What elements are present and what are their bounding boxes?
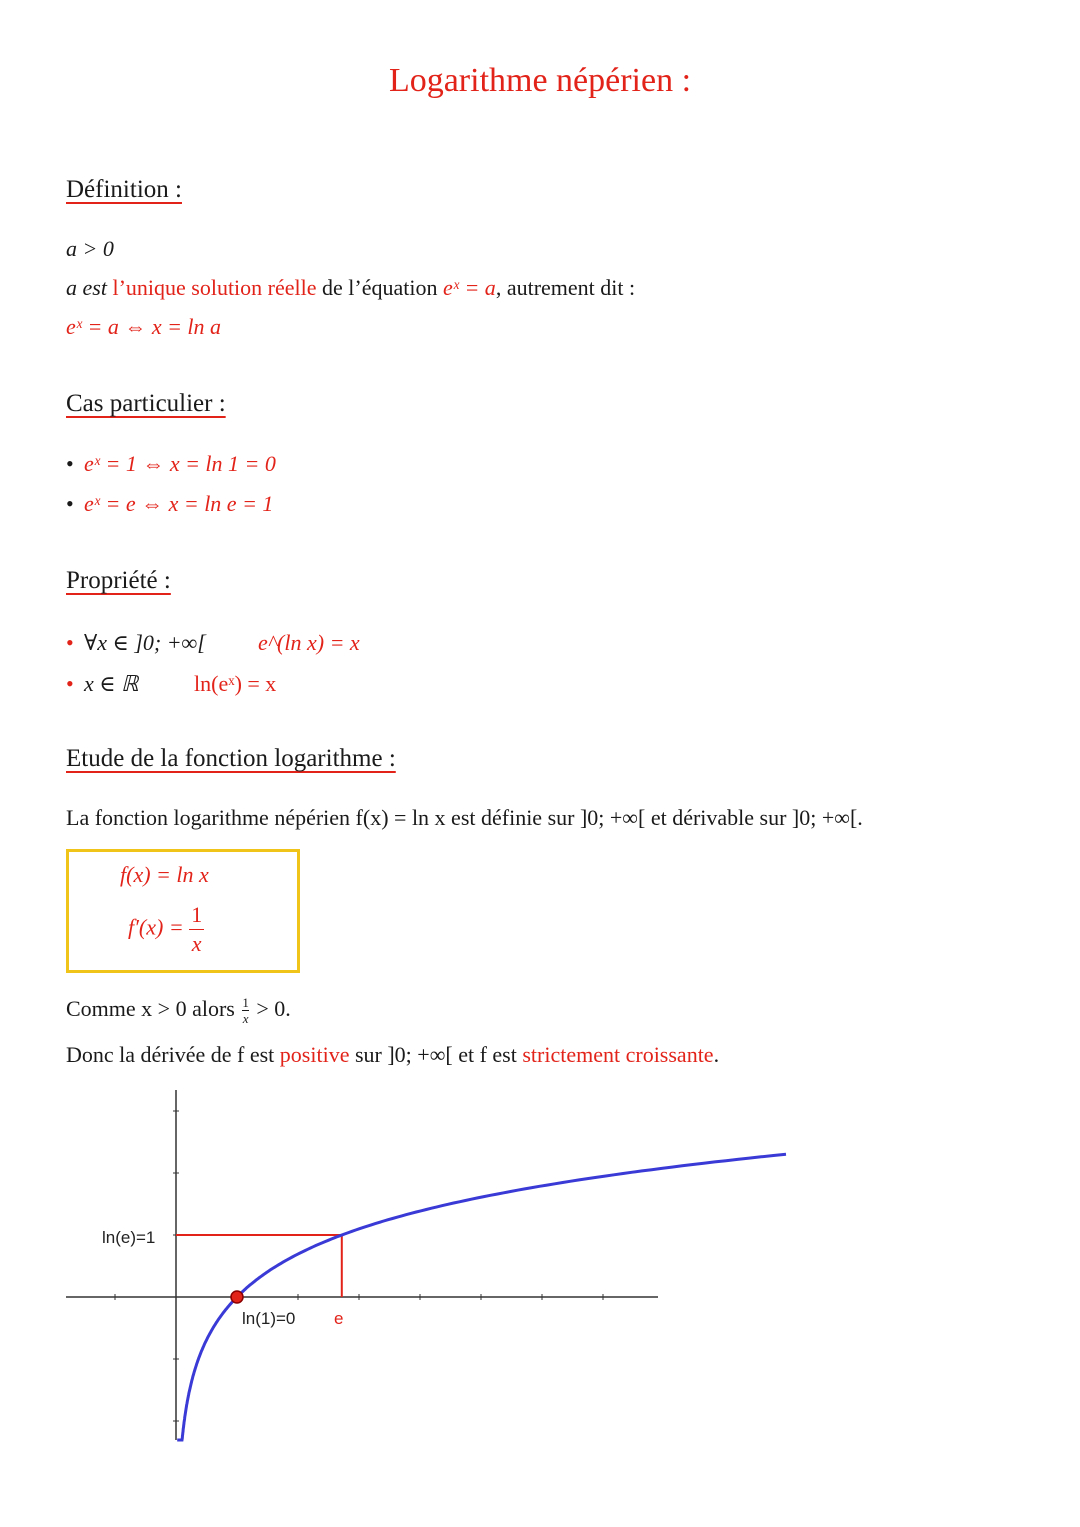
bullet-icon: • bbox=[66, 671, 74, 696]
box-derivative-lhs: f′(x) = bbox=[128, 914, 184, 940]
propriete-heading: Propriété : bbox=[66, 567, 171, 594]
donc-croissante: strictement croissante bbox=[522, 1042, 714, 1067]
etude-intro: La fonction logarithme népérien f(x) = ln x est définie sur ]0; +∞[ et dérivable sur ]0; +∞[. bbox=[66, 805, 863, 830]
cas-heading: Cas particulier : bbox=[66, 390, 226, 417]
definition-end: , autrement dit : bbox=[495, 275, 636, 300]
donc-start: Donc la dérivée de f est bbox=[66, 1042, 280, 1067]
cas-item-2-text: eˣ = e ⇔ x = ln e = 1 bbox=[84, 491, 274, 516]
definition-mid: de l’équation bbox=[316, 275, 443, 300]
bullet-icon: • bbox=[66, 630, 74, 655]
axes bbox=[66, 1090, 658, 1440]
bullet-icon: • bbox=[66, 491, 74, 516]
definition-highlight: l’unique solution réelle bbox=[112, 275, 317, 300]
etude-heading: Etude de la fonction logarithme : bbox=[66, 745, 396, 772]
label-ln1: ln(1)=0 bbox=[242, 1309, 296, 1328]
label-lne: ln(e)=1 bbox=[102, 1228, 156, 1247]
propriete-item-2-equation: ln(eˣ) = x bbox=[194, 671, 277, 696]
page-title: Logarithme népérien : bbox=[388, 62, 692, 99]
definition-start: a est bbox=[66, 275, 113, 300]
propriete-item-1-equation: e^(ln x) = x bbox=[258, 630, 360, 655]
definition-equation: eˣ = a bbox=[442, 275, 496, 300]
label-e: e bbox=[334, 1309, 344, 1328]
definition-condition: a > 0 bbox=[66, 236, 114, 261]
propriete-item-2-condition: x ∈ ℝ bbox=[84, 671, 139, 696]
definition-equivalence: eˣ = a ⇔ x = ln a bbox=[66, 314, 222, 339]
definition-heading: Définition : bbox=[66, 176, 182, 203]
comme-fraction: $\frac{1}{x}$ bbox=[242, 995, 249, 1027]
cas-item-1-text: eˣ = 1 ⇔ x = ln 1 = 0 bbox=[84, 451, 276, 476]
comme-end: > 0. bbox=[256, 996, 291, 1021]
box-derivative-fraction: $\frac{1}{x}$ bbox=[191, 902, 203, 956]
bullet-icon: • bbox=[66, 451, 74, 476]
donc-mid: sur ]0; +∞[ et f est bbox=[349, 1042, 523, 1067]
comme-start: Comme x > 0 alors bbox=[66, 996, 235, 1021]
point-ln1 bbox=[231, 1291, 243, 1303]
donc-positive: positive bbox=[279, 1042, 350, 1067]
box-function: f(x) = ln x bbox=[120, 862, 209, 887]
propriete-item-1-condition: ∀x ∈ ]0; +∞[ bbox=[84, 630, 206, 655]
axis-ticks bbox=[115, 1111, 603, 1421]
donc-end: . bbox=[713, 1042, 720, 1067]
